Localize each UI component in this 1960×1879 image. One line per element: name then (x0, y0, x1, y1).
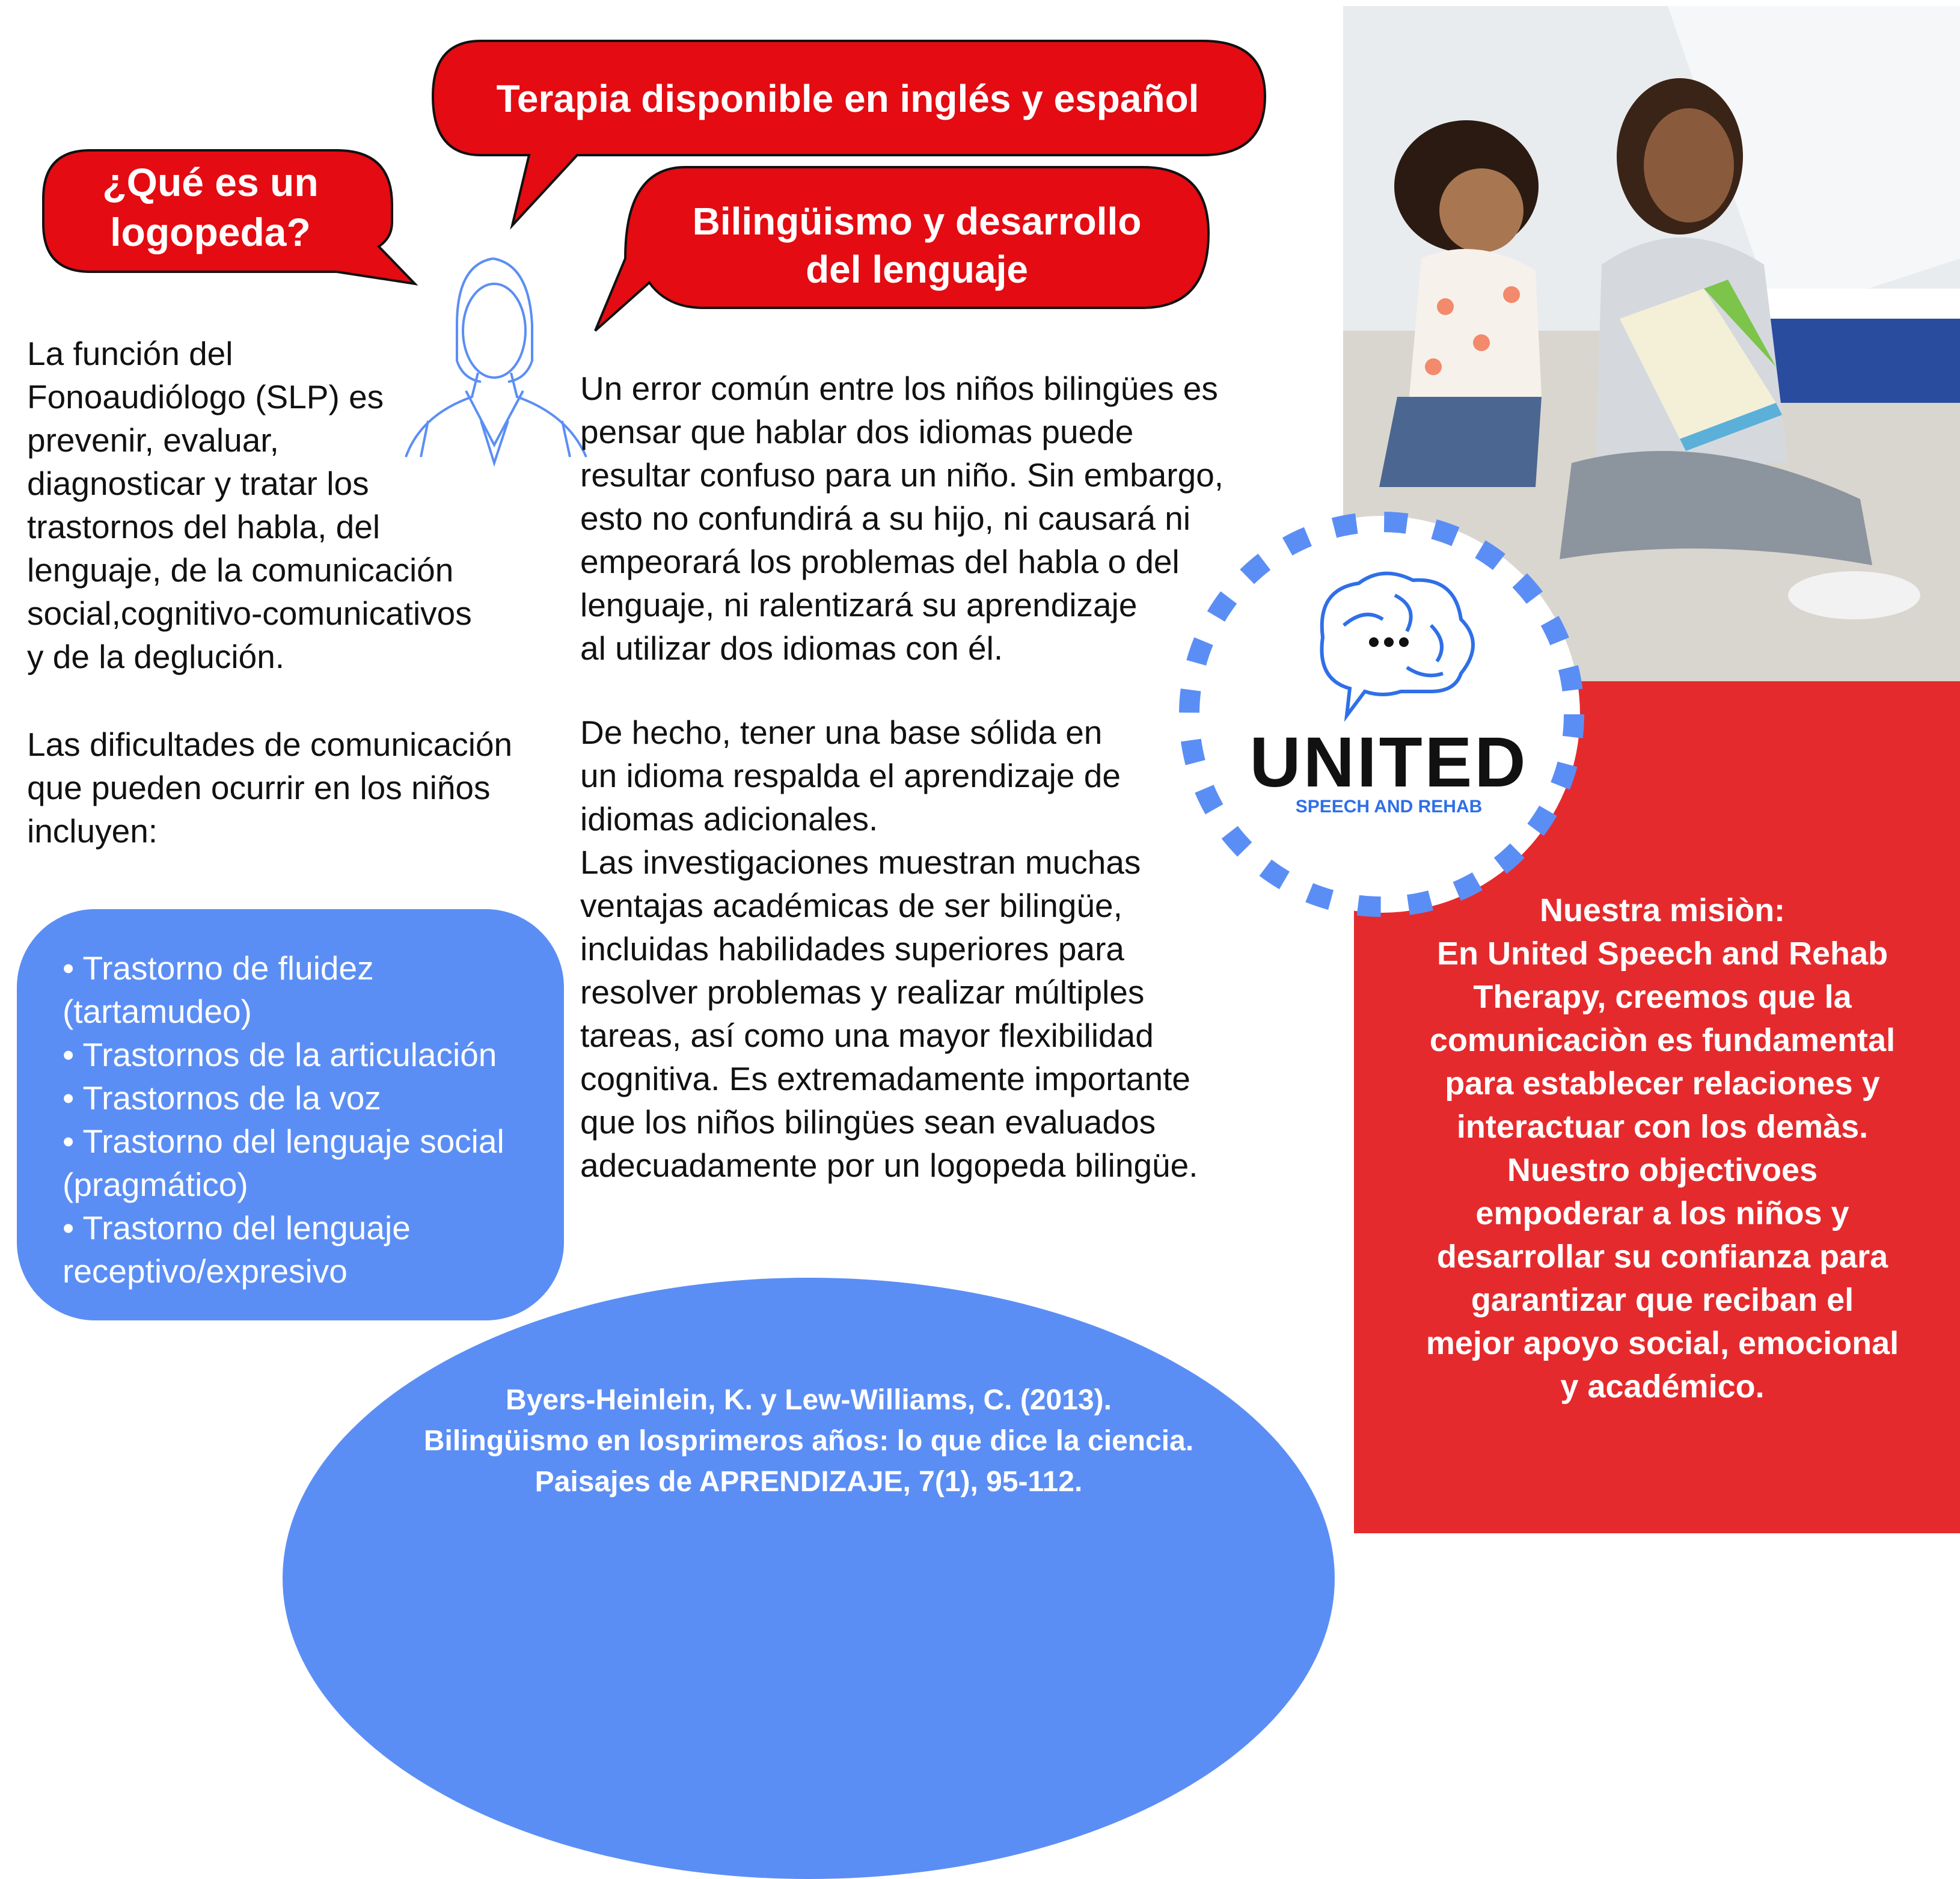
bubble-terapia-text: Terapia disponible en inglés y español (496, 77, 1199, 120)
mission-text: Nuestra misiòn: En United Speech and Rehab Therapy, creemos que la comunicaciòn es fundamental para establecer relaciones y interactuar con los demàs. Nuestro objectivoes empoderar a los niños y desarrollar su confianza para garantizar que reciban el mejor apoyo social, emocional y académico. (1426, 892, 1899, 1405)
difficulties-intro-text: Las dificultades de comunicación que pueden ocurrir en los niños incluyen: (27, 726, 513, 850)
logo-dot (1399, 637, 1409, 647)
brain-speech-icon (1321, 574, 1473, 716)
slp-intro-text: La función del Fonoaudiólogo (SLP) es prevenir, evaluar, diagnosticar y tratar los trastornos del habla, del lenguaje, de la comunicación social,cognitivo-comunicativos y de la deglución. (27, 335, 472, 675)
reference-ellipse (283, 1278, 1335, 1879)
disorder-item: • Trastornos de la articulación (63, 1036, 497, 1073)
logo-wordmark: UNITED (1249, 723, 1528, 802)
bubble-bilinguismo-text: Bilingüismo y desarrollo del lenguaje (692, 200, 1142, 291)
disorder-item: • Trastorno del lenguaje social (pragmático) (63, 1123, 504, 1203)
bubble-que-es-text: ¿Qué es un logopeda? (102, 160, 319, 254)
logo-subtitle: SPEECH AND REHAB (1295, 797, 1483, 817)
disorder-item: • Trastornos de la voz (63, 1079, 381, 1117)
disorder-item: • Trastorno de fluidez (tartamudeo) (63, 949, 374, 1030)
bilingual-paragraph-1: Un error común entre los niños bilingües es pensar que hablar dos idiomas puede resultar confuso para un niño. Sin embargo, esto no confundirá a su hijo, ni causará ni empeorará los problemas del habla o del lenguaje, ni ralentizará su aprendizaje al utilizar dos idiomas con él. (580, 370, 1224, 667)
logo-dot (1384, 637, 1394, 647)
reference-citation: Byers-Heinlein, K. y Lew-Williams, C. (2013). Bilingüismo en losprimeros años: lo que dice la ciencia. Paisajes de APRENDIZAJE, 7(1), 95-112. (423, 1384, 1194, 1498)
logo-dotted-ring (1189, 522, 1574, 907)
bilingual-paragraph-2: De hecho, tener una base sólida en un idioma respalda el aprendizaje de idiomas adicionales. Las investigaciones muestran muchas ventajas académicas de ser bilingüe, incluidas habilidades superiores para resolver problemas y realizar múltiples tareas, así como una mayor flexibilidad cognitiva. Es extremadamente importante que los niños bilingües sean evaluados adecuadamente por un logopeda bilingüe. (580, 714, 1198, 1184)
logo-dot (1369, 637, 1379, 647)
disorder-item: • Trastorno del lenguaje receptivo/expresivo (63, 1209, 411, 1290)
